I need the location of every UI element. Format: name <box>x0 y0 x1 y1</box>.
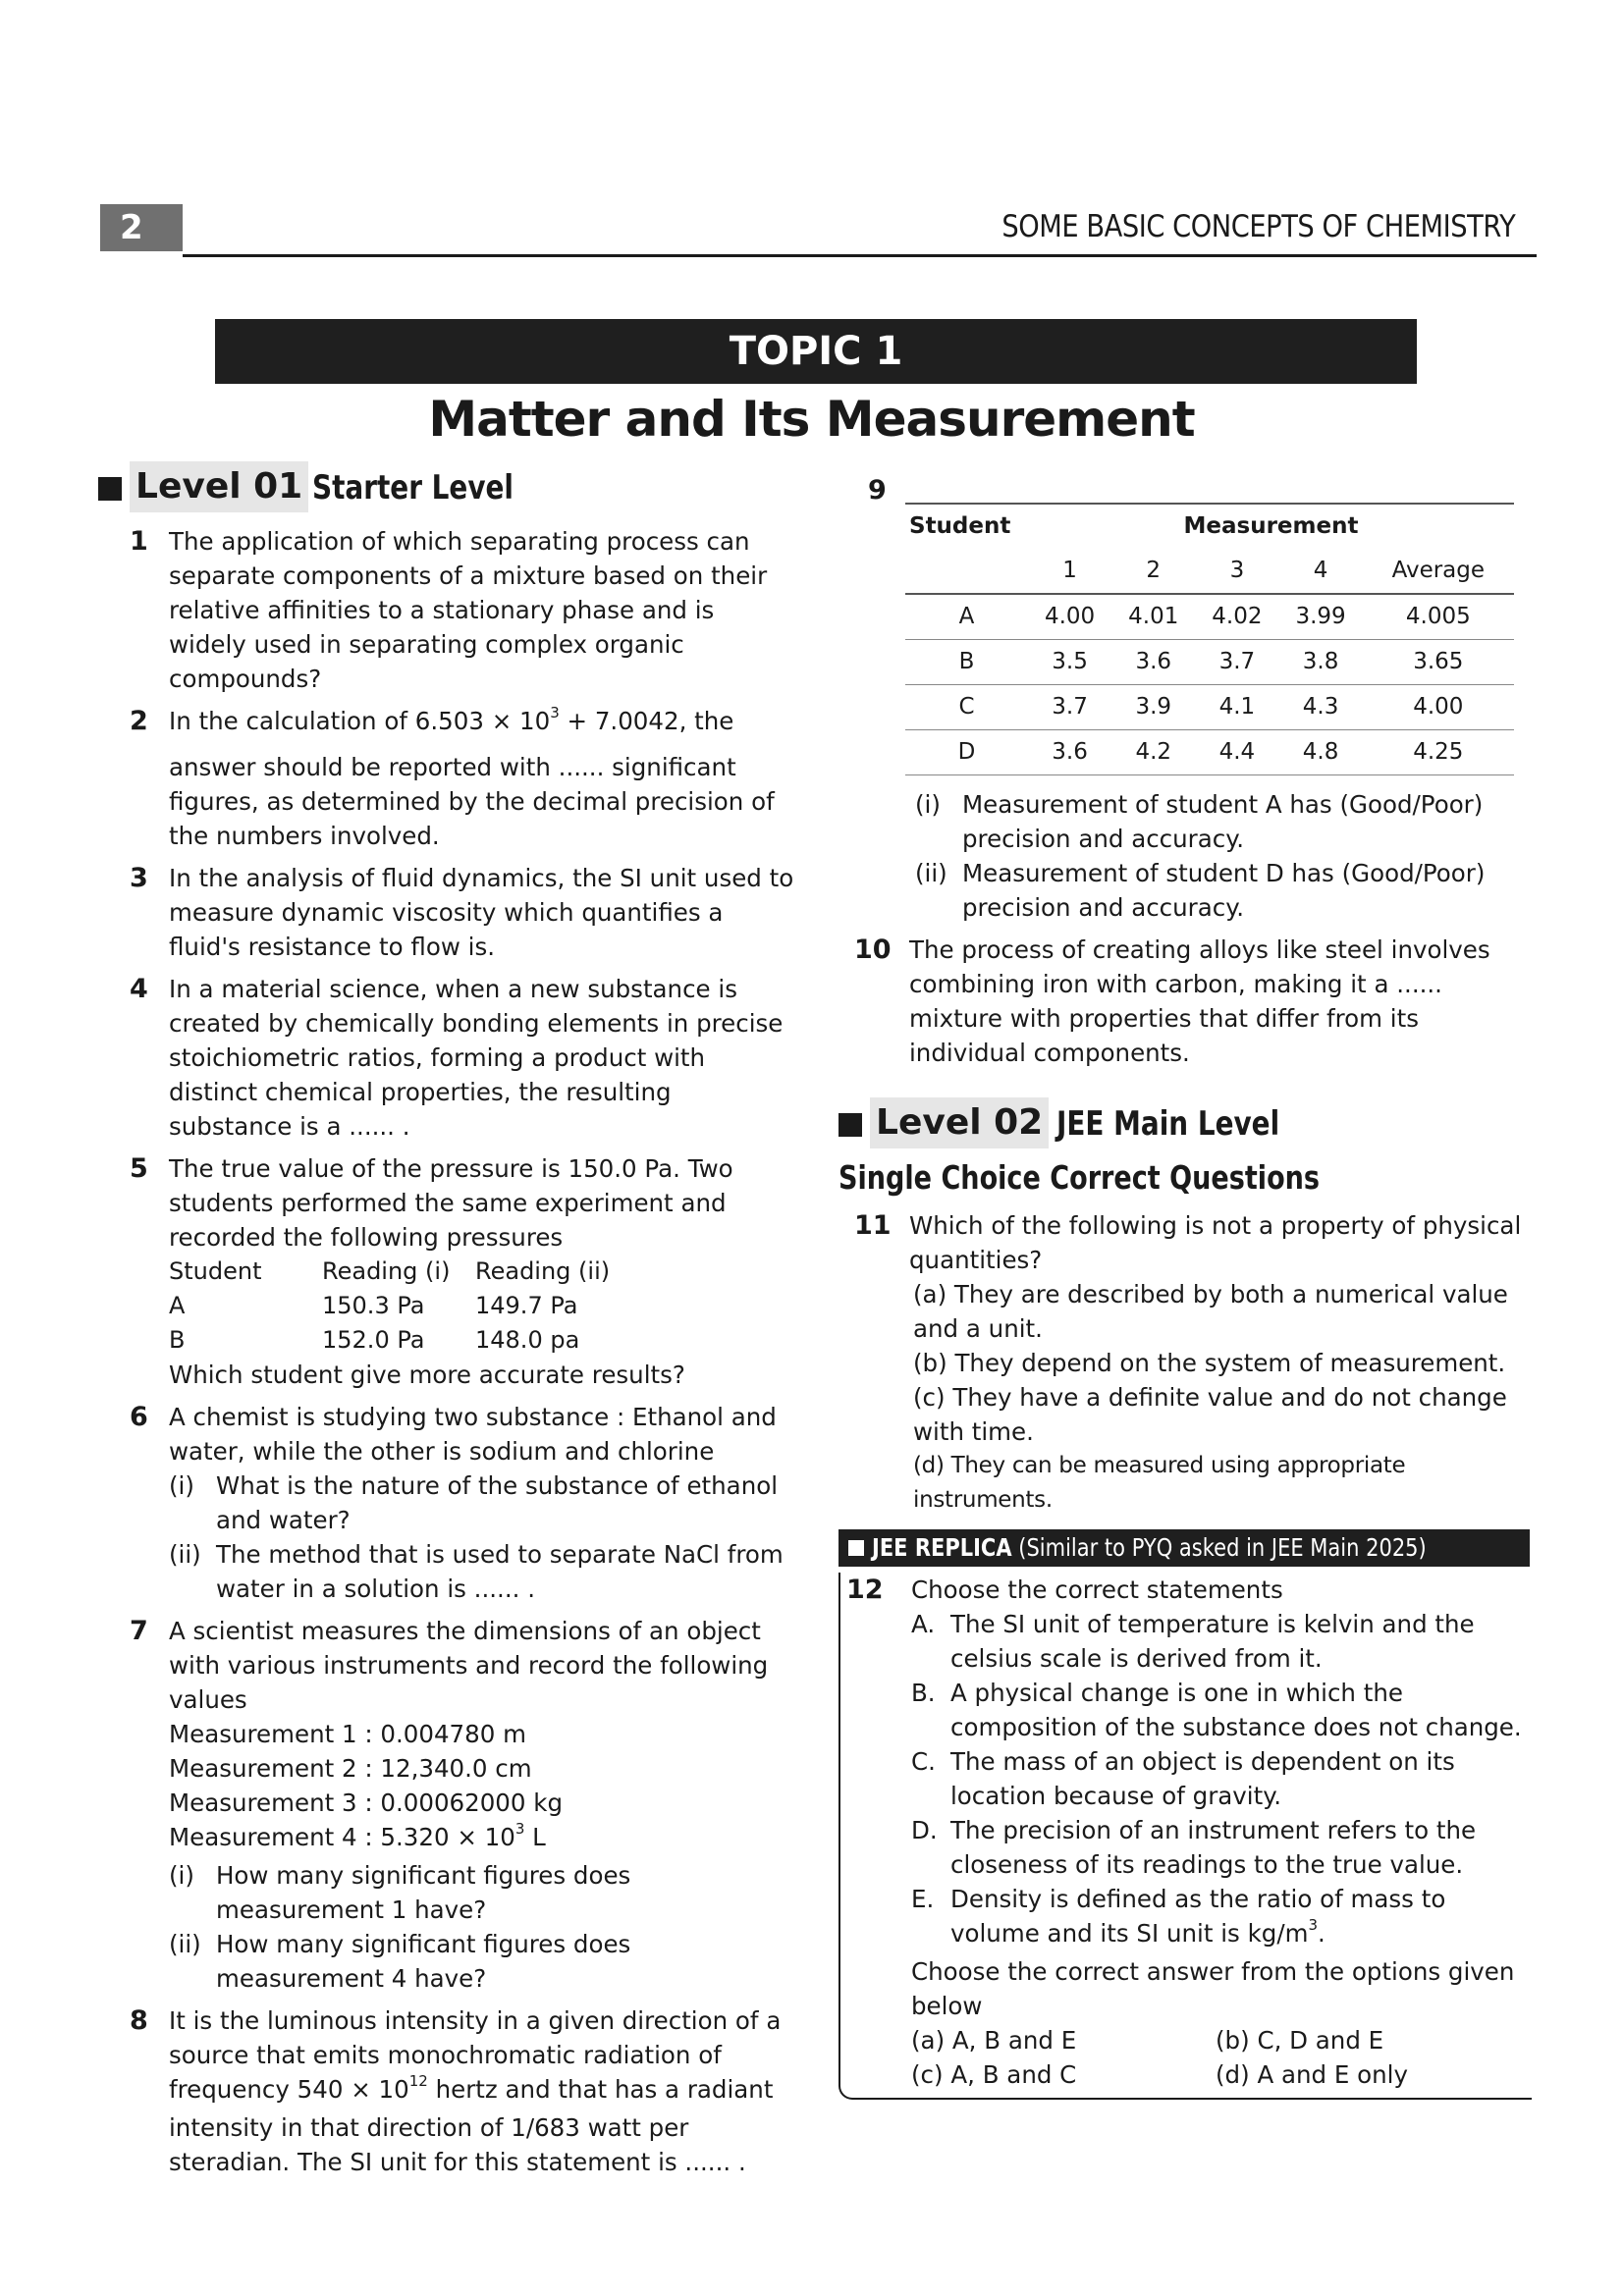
question-5 <box>98 1151 797 1392</box>
level-01-heading <box>98 461 797 514</box>
table-row <box>169 1323 628 1358</box>
question-11 <box>839 1208 1532 1518</box>
table-cell: 3.7 <box>1195 640 1278 685</box>
table-header: 2 <box>1111 549 1195 594</box>
level-badge: Level 02 <box>870 1097 1049 1148</box>
question-8 <box>98 2003 797 2179</box>
jee-replica-label: JEE REPLICA <box>872 1533 1012 1562</box>
table-cell: 4.4 <box>1195 730 1278 775</box>
table-cell: 4.1 <box>1195 685 1278 730</box>
table-header: Measurement <box>1028 504 1514 549</box>
option: (a) A, B and E <box>911 2026 1077 2055</box>
statement-label: D. <box>911 1816 938 1844</box>
question-text <box>169 2003 797 2179</box>
question-number: 4 <box>130 974 148 1004</box>
exponent: 3 <box>514 1820 525 1838</box>
question-text-part: In the calculation of 6.503 × 10 <box>169 707 551 735</box>
question-text-part: answer should be reported with ...... significant figures, as determined by the decimal precision of the numbers involved. <box>169 753 775 850</box>
table-cell: 3.99 <box>1278 594 1362 640</box>
table-cell: 150.3 Pa <box>322 1292 425 1319</box>
sub-label: (ii) <box>915 859 947 887</box>
sub-question <box>169 1468 797 1537</box>
question-2 <box>98 704 797 853</box>
question-text: In the analysis of fluid dynamics, the SI unit used to measure dynamic viscosity which quantifies a fluid's resistance to flow is. <box>169 864 794 961</box>
table-header: Reading (ii) <box>475 1257 611 1285</box>
question-7 <box>98 1614 797 1996</box>
question-text: The process of creating alloys like steel involves combining iron with carbon, making it a ...... mixture with properties that differ from its individual components. <box>909 935 1490 1067</box>
sub-text: The method that is used to separate NaCl from water in a solution is ...... . <box>216 1540 784 1603</box>
measurement-2: Measurement 2 : 12,340.0 cm <box>169 1754 532 1783</box>
statement <box>911 1676 1532 1744</box>
sub-question <box>169 1537 797 1606</box>
exponent: 3 <box>1308 1916 1318 1934</box>
question-number: 12 <box>846 1575 884 1605</box>
option: (b) C, D and E <box>1216 2026 1384 2055</box>
sub-question <box>915 787 1532 856</box>
exponent: 3 <box>550 704 560 721</box>
table-cell: A <box>905 594 1028 640</box>
instruction: Choose the correct answer from the options given below <box>911 1957 1515 2020</box>
table-header: Average <box>1363 549 1514 594</box>
question-text: Choose the correct statements <box>911 1575 1283 1604</box>
question-number: 6 <box>130 1402 148 1432</box>
table-cell: 4.01 <box>1111 594 1195 640</box>
table-cell: 4.2 <box>1111 730 1195 775</box>
measurement-unit: L <box>524 1823 546 1851</box>
square-bullet-icon <box>848 1540 864 1556</box>
sub-text: How many significant figures does measurement 1 have? <box>216 1861 631 1924</box>
statement-text: The mass of an object is dependent on its location because of gravity. <box>950 1747 1455 1810</box>
measurement-3: Measurement 3 : 0.00062000 kg <box>169 1789 564 1817</box>
statement <box>911 1744 1532 1813</box>
question-text-part: + 7.0042, the <box>559 707 734 735</box>
table-header: Student <box>905 504 1028 549</box>
statement <box>911 1607 1532 1676</box>
statement <box>911 1882 1532 1954</box>
sub-label: (ii) <box>169 1930 201 1958</box>
option: (c) They have a definite value and do not change with time. <box>913 1383 1507 1446</box>
sub-text: Measurement of student A has (Good/Poor) precision and accuracy. <box>962 790 1484 853</box>
statement-text-part: Density is defined as the ratio of mass to volume and its SI unit is kg/m <box>950 1885 1446 1948</box>
question-text-part: hertz and that has a radiant intensity in that direction of 1/683 watt per steradian. The SI unit for this statement is ...... . <box>169 2075 774 2176</box>
right-column <box>839 473 1532 2100</box>
question-12 <box>840 1573 1532 2092</box>
table-cell: D <box>905 730 1028 775</box>
table-cell: 148.0 pa <box>475 1326 580 1354</box>
statement-label: B. <box>911 1679 936 1707</box>
page-number: 2 <box>100 204 183 251</box>
question-text: Which student give more accurate results? <box>169 1361 685 1389</box>
table-row <box>905 594 1514 640</box>
table-row <box>905 730 1514 775</box>
question-3 <box>98 861 797 964</box>
table-row <box>905 640 1514 685</box>
statement-label: E. <box>911 1885 935 1913</box>
question-1 <box>98 524 797 696</box>
jee-replica-note: (Similar to PYQ asked in JEE Main 2025) <box>1018 1533 1427 1562</box>
question-text <box>169 704 797 853</box>
table-cell <box>905 549 1028 594</box>
option: (a) They are described by both a numerical value and a unit. <box>913 1280 1508 1343</box>
question-4 <box>98 972 797 1144</box>
question-number: 1 <box>130 526 148 557</box>
question-number: 9 <box>868 475 887 506</box>
topic-label: TOPIC 1 <box>215 319 1417 384</box>
question-text: Which of the following is not a property of physical quantities? <box>909 1211 1522 1274</box>
table-cell: 4.8 <box>1278 730 1362 775</box>
table-cell: 4.005 <box>1363 594 1514 640</box>
question-text: In a material science, when a new substance is created by chemically bonding elements in precise stoichiometric ratios, forming a product with distinct chemical properties, the resulting substance is a ...... . <box>169 975 784 1141</box>
jee-replica-text <box>872 1529 1427 1567</box>
table-cell: 4.02 <box>1195 594 1278 640</box>
question-text: A scientist measures the dimensions of an object with various instruments and record the following values <box>169 1617 769 1714</box>
sub-text: What is the nature of the substance of ethanol and water? <box>216 1471 779 1534</box>
pressure-table <box>169 1255 628 1358</box>
statement-text: A physical change is one in which the composition of the substance does not change. <box>950 1679 1522 1741</box>
level-02-heading <box>839 1097 1532 1150</box>
statement-text: The SI unit of temperature is kelvin and the celsius scale is derived from it. <box>950 1610 1475 1673</box>
sub-label: (i) <box>915 790 941 819</box>
sub-question <box>169 1927 797 1996</box>
table-row <box>169 1289 628 1323</box>
square-bullet-icon <box>839 1113 862 1137</box>
jee-replica-bar <box>839 1529 1530 1567</box>
measurement-table <box>905 503 1514 775</box>
square-bullet-icon <box>98 477 122 501</box>
option: (b) They depend on the system of measurement. <box>913 1349 1506 1377</box>
sub-label: (i) <box>169 1861 194 1890</box>
level-name: JEE Main Level <box>1056 1104 1280 1144</box>
measurement-4 <box>169 1820 797 1858</box>
level-badge: Level 01 <box>130 461 308 512</box>
question-number: 2 <box>130 706 148 736</box>
table-cell: B <box>169 1326 186 1354</box>
sub-question <box>169 1858 797 1927</box>
table-cell: B <box>905 640 1028 685</box>
table-cell: 3.8 <box>1278 640 1362 685</box>
table-cell: 3.65 <box>1363 640 1514 685</box>
question-text: A chemist is studying two substance : Ethanol and water, while the other is sodium and chlorine <box>169 1403 777 1466</box>
table-cell: 152.0 Pa <box>322 1326 425 1354</box>
question-number: 10 <box>854 934 892 965</box>
question-number: 8 <box>130 2005 148 2036</box>
table-header: 1 <box>1028 549 1111 594</box>
question-number: 11 <box>854 1210 892 1241</box>
statement-label: C. <box>911 1747 936 1776</box>
statement <box>911 1813 1532 1882</box>
table-cell: 3.6 <box>1111 640 1195 685</box>
table-cell: 3.5 <box>1028 640 1111 685</box>
statement-label: A. <box>911 1610 936 1638</box>
sub-label: (ii) <box>169 1540 201 1569</box>
question-number: 5 <box>130 1153 148 1184</box>
measurement-text: Measurement 4 : 5.320 × 10 <box>169 1823 515 1851</box>
answer-options <box>911 2023 1532 2092</box>
left-column <box>98 461 797 2187</box>
table-header: 4 <box>1278 549 1362 594</box>
question-text: The true value of the pressure is 150.0 Pa. Two students performed the same experiment and recorded the following pressures <box>169 1154 733 1252</box>
exponent: 12 <box>408 2072 428 2090</box>
topic-title: Matter and Its Measurement <box>428 391 1195 448</box>
level-name: Starter Level <box>312 468 514 507</box>
sub-question <box>915 856 1532 925</box>
sub-text: How many significant figures does measurement 4 have? <box>216 1930 631 1993</box>
table-cell: 3.7 <box>1028 685 1111 730</box>
table-cell: A <box>169 1292 186 1319</box>
chapter-title: SOME BASIC CONCEPTS OF CHEMISTRY <box>1001 209 1515 244</box>
table-cell: 149.7 Pa <box>475 1292 578 1319</box>
table-cell: 4.25 <box>1363 730 1514 775</box>
table-cell: 4.3 <box>1278 685 1362 730</box>
header-rule <box>183 254 1537 257</box>
option: (d) A and E only <box>1216 2060 1408 2089</box>
table-header: 3 <box>1195 549 1278 594</box>
option: (d) They can be measured using appropriate instruments. <box>913 1453 1406 1513</box>
table-cell: 3.6 <box>1028 730 1111 775</box>
question-9 <box>839 473 1532 925</box>
question-text: The application of which separating process can separate components of a mixture based on their relative affinities to a stationary phase and is widely used in separating complex organic compounds? <box>169 527 768 693</box>
table-cell: 4.00 <box>1028 594 1111 640</box>
question-6 <box>98 1400 797 1606</box>
table-row <box>905 685 1514 730</box>
question-number: 3 <box>130 863 148 893</box>
question-text-part: It is the luminous intensity in a given direction of a source that emits monochromatic radiation of frequency 540 × 10 <box>169 2006 782 2104</box>
question-number: 7 <box>130 1616 148 1646</box>
table-header: Student <box>169 1257 262 1285</box>
question-12-box <box>839 1573 1532 2100</box>
table-cell: 4.00 <box>1363 685 1514 730</box>
measurement-1: Measurement 1 : 0.004780 m <box>169 1720 526 1748</box>
question-10 <box>839 933 1532 1070</box>
statement-text <box>950 1882 1532 1954</box>
statement-text: The precision of an instrument refers to the closeness of its readings to the true value. <box>950 1816 1477 1879</box>
section-title: Single Choice Correct Questions <box>839 1158 1321 1197</box>
table-cell: 3.9 <box>1111 685 1195 730</box>
table-cell: C <box>905 685 1028 730</box>
option: (c) A, B and C <box>911 2060 1077 2089</box>
sub-label: (i) <box>169 1471 194 1500</box>
sub-text: Measurement of student D has (Good/Poor) precision and accuracy. <box>962 859 1486 922</box>
statement-text-part: . <box>1317 1919 1325 1948</box>
table-header: Reading (i) <box>322 1257 451 1285</box>
